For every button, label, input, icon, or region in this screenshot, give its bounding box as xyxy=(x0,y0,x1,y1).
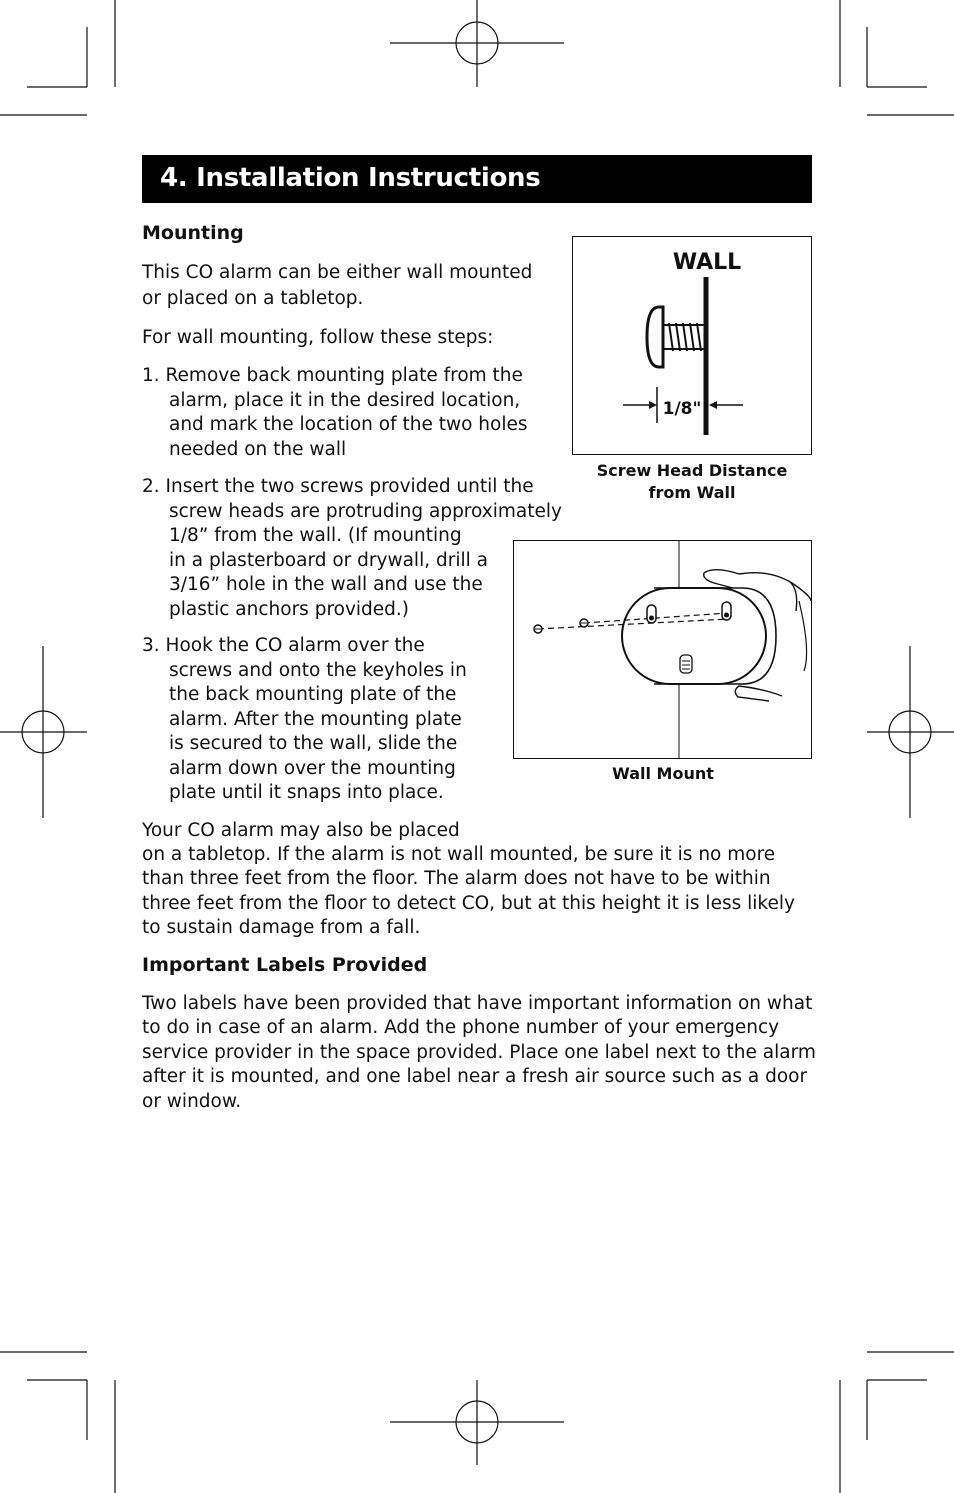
wall-label: WALL xyxy=(672,250,742,275)
screw-distance-figure xyxy=(572,236,812,455)
step-3-line: alarm down over the mounting xyxy=(169,757,456,779)
caption-line: from Wall xyxy=(648,483,736,502)
step-3-line: 3. Hook the CO alarm over the xyxy=(142,635,425,656)
labels-line: service provider in the space provided. Place one label next to the alarm xyxy=(142,1042,816,1063)
step-1-line: needed on the wall xyxy=(169,438,347,460)
steps-intro: For wall mounting, follow these steps: xyxy=(142,327,494,348)
labels-line: to do in case of an alarm. Add the phone number of your emergency xyxy=(142,1017,780,1038)
step-3-line: alarm. After the mounting plate xyxy=(169,708,462,730)
step-1 xyxy=(142,364,528,462)
intro-line-1: This CO alarm can be either wall mounted xyxy=(142,262,533,283)
mounting-heading: Mounting xyxy=(142,222,244,244)
tabletop-line: than three feet from the floor. The alarm does not have to be within xyxy=(142,868,771,889)
step-3-line: screws and onto the keyholes in xyxy=(169,659,467,681)
screw-thread-icon xyxy=(663,323,705,351)
tabletop-line: on a tabletop. If the alarm is not wall mounted, be sure it is no more xyxy=(142,844,776,865)
wall-mount-illustration xyxy=(514,541,811,758)
step-1-line: 1. Remove back mounting plate from the xyxy=(142,365,523,386)
step-3-line: the back mounting plate of the xyxy=(169,684,457,705)
screw-head-icon xyxy=(647,307,663,367)
distance-label: 1/8" xyxy=(662,399,702,419)
tabletop-line: Your CO alarm may also be placed xyxy=(142,820,460,841)
step-2-line: 3/16” hole in the wall and use the xyxy=(169,574,483,595)
step-2 xyxy=(142,475,562,622)
section-title: 4. Installation Instructions xyxy=(160,163,541,193)
screw-illustration xyxy=(573,237,811,454)
step-1-line: alarm, place it in the desired location, xyxy=(169,389,521,411)
labels-heading: Important Labels Provided xyxy=(142,954,428,976)
step-2-line: 2. Insert the two screws provided until the xyxy=(142,476,534,497)
screw-figure-caption xyxy=(572,460,812,504)
step-2-line: plastic anchors provided.) xyxy=(169,598,410,620)
section-title-bar xyxy=(142,155,812,203)
step-3 xyxy=(142,634,467,806)
step-2-line: in a plasterboard or drywall, drill a xyxy=(169,549,488,571)
labels-line: after it is mounted, and one label near a fresh air source such as a door xyxy=(142,1066,808,1087)
step-2-line: screw heads are protruding approximately xyxy=(169,500,562,522)
wall-mount-caption: Wall Mount xyxy=(612,764,714,783)
wall-mount-figure xyxy=(513,540,812,759)
labels-line: Two labels have been provided that have important information on what xyxy=(142,993,813,1014)
tabletop-line: to sustain damage from a fall. xyxy=(142,917,421,938)
tabletop-line: three feet from the floor to detect CO, but at this height it is less likely xyxy=(142,893,795,914)
step-3-line: plate until it snaps into place. xyxy=(169,782,444,803)
labels-line: or window. xyxy=(142,1091,242,1112)
step-1-line: and mark the location of the two holes xyxy=(169,414,528,435)
intro-line-2: or placed on a tabletop. xyxy=(142,288,364,309)
step-3-line: is secured to the wall, slide the xyxy=(169,733,458,754)
mounting-plate xyxy=(622,588,766,684)
step-2-line: 1/8” from the wall. (If mounting xyxy=(169,525,462,546)
vent-icon xyxy=(680,655,692,673)
caption-line: Screw Head Distance xyxy=(596,461,788,480)
